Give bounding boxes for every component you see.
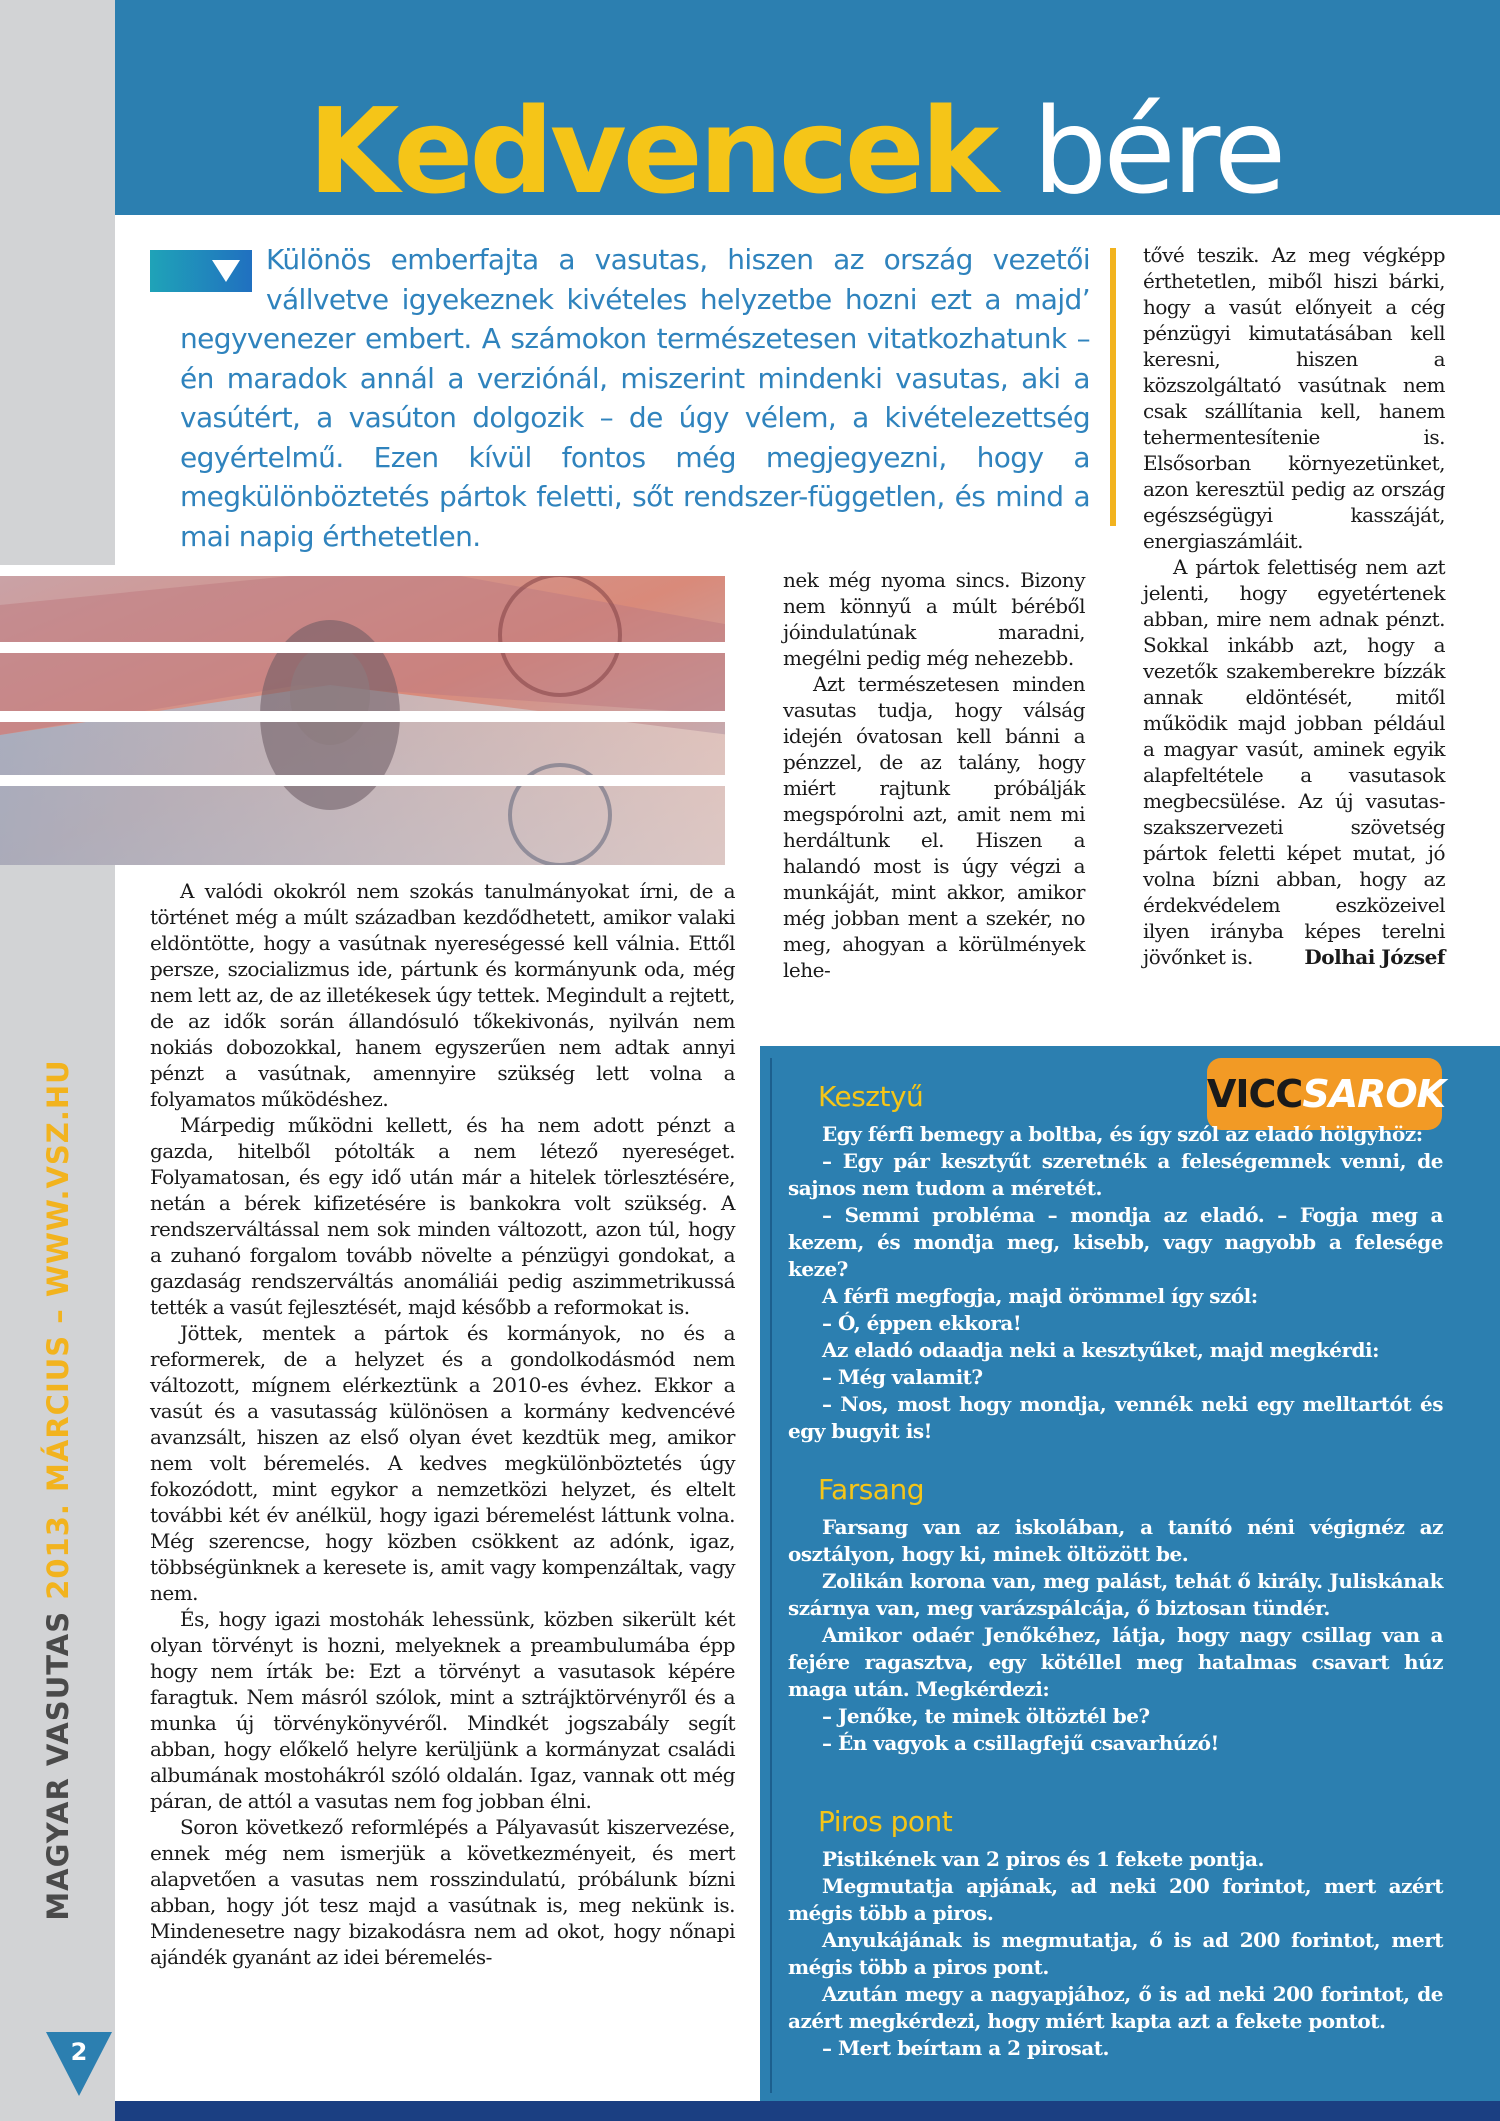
joke-line: – Nos, most hogy mondja, vennék neki egy melltartót és egy bugyit is! (788, 1392, 1443, 1443)
joke-line: Egy férfi bemegy a boltba, és így szól az eladó hölgyhöz: (822, 1122, 1423, 1146)
magazine-issue-line (41, 1059, 75, 1920)
joke-line: – Én vagyok a csillagfejű csavarhúzó! (822, 1731, 1219, 1755)
joke-line: Azután megy a nagyapjához, ő is ad neki 200 forintot, de azért megkérdezi, hogy miért kapta azt a fekete pontot. (788, 1982, 1443, 2033)
joke-line: – Ó, éppen ekkora! (822, 1311, 1022, 1335)
paragraph: tővé teszik. Az meg végképp érthetetlen, miből hiszi bárki, hogy a vasút előnyeit a cég pénzügyi kimutatásában kell keresni, hiszen a közszolgáltató vasútnak nem csak szállítania kell, hanem tehermentesítenie is. Elsősorban környezetünket, azon keresztül pedig az ország egészségügyi kasszáját, energiaszámláit. (1143, 243, 1445, 553)
banknotes-image (0, 565, 730, 865)
badge-word-1: VICC (1207, 1072, 1303, 1116)
paragraph: Márpedig működni kellett, és ha nem adott pénzt a gazda, hitelből pótolták a nem létező nyereséget. Folyamatosan, és egy idő után már a hitelek törlesztésére, netán a bérek kifizetésére is bankokra volt szükség. A rendszerváltással nem sok minden változott, azon túl, hogy a zuhanó forgalom tovább növelte a pénzügyi gondokat, a gazdaság rendszerváltás anomáliái pedig aszimmetrikussá tették a vasút fejlesztését, majd később a reformokat is. (150, 1113, 735, 1319)
joke-line: Megmutatja apjának, ad neki 200 forintot, mert azért mégis több a piros. (788, 1874, 1443, 1925)
joke-line: A férfi megfogja, majd örömmel így szól: (822, 1284, 1258, 1308)
paragraph: A pártok felettiség nem azt jelenti, hogy egyetértenek abban, mire nem adnak pénzt. Sokkal inkább azt, hogy a vezetők szakemberekre bízzák annak eldöntését, mitől működik majd jobban például a magyar vasút, aminek egyik alapfeltétele a vasutasok megbecsülése. Az új vasutas-szakszervezeti szövetség pártok feletti képet mutat, jó volna bízni abban, hogy az érdekvédelem eszközeivel ilyen irányba képes terelni jövőnket is. (1143, 555, 1445, 969)
article-lead: Különös emberfajta a vasutas, hiszen az ország vezetői vállvetve igyekeznek kivételes helyzetbe hozni ezt a majd’ negyvenezer embert. A számokon természetesen vitatkozhatunk – én maradok annál a verziónál, miszerint mindenki vasutas, aki a vasútért, a vasúton dolgozik – de úgy vélem, a kivételezettség egyértelmű. Ezen kívül fontos még megjegyezni, hogy a megkülönböztetés pártok feletti, sőt rendszer-független, és mind a mai napig érthetetlen. (180, 243, 1090, 553)
joke-line: Farsang van az iskolában, a tanító néni végignéz az osztályon, hogy ki, minek öltözött be. (788, 1515, 1443, 1566)
article-column-2 (783, 567, 1085, 983)
paragraph: És, hogy igazi mostohák lehessünk, közben sikerült két olyan törvényt is hozni, melyeknek a preambulumába épp hogy nem írták be: Ezt a törvényt a vasutasok képére faragtuk. Nem másról szólok, mint a sztrájktörvényről és a munka új törvénykönyvéről. Mindkét jogszabály segít abban, hogy előkelő helyre kerüljünk a kormányzat családi albumának mostohákról szóló oldalán. Igaz, vannak ott még páran, de attól a vasutas nem fog jobban élni. (150, 1607, 735, 1813)
joke-title: Farsang (818, 1473, 924, 1506)
author-name: Dolhai József (1304, 945, 1445, 969)
joke-kesztyu (788, 1080, 1443, 1445)
joke-title: Kesztyű (818, 1080, 924, 1113)
joke-line: – Jenőke, te minek öltöztél be? (822, 1704, 1150, 1728)
paragraph: Azt természetesen minden vasutas tudja, hogy válság idején óvatosan kell bánni a pénzzel, de az talány, hogy miért rajtunk próbálják megspórolni azt, amit nem mi herdáltunk el. Hiszen a halandó most is úgy végzi a munkáját, mint akkor, amikor még jobban ment a szekér, no meg, ahogyan a körülmények lehe- (783, 672, 1085, 982)
joke-line: Amikor odaér Jenőkéhez, látja, hogy nagy csillag van a fejére ragasztva, egy kötéllel meg hatalmas csavart húz maga után. Megkérdezi: (788, 1623, 1443, 1701)
yellow-divider (1110, 248, 1116, 526)
banknotes-photo (0, 565, 730, 865)
joke-line: Zolikán korona van, meg palást, tehát ő király. Juliskának szárnya van, meg varázspálcája, ő biztosan tündér. (788, 1569, 1443, 1620)
joke-farsang (788, 1473, 1443, 1757)
joke-line: Anyukájának is megmutatja, ő is ad 200 forintot, mert mégis több a piros pont. (788, 1928, 1443, 1979)
title-word-1: Kedvencek (308, 82, 996, 220)
badge-word-2: SAROK (1302, 1072, 1446, 1116)
joke-line: Az eladó odaadja neki a kesztyűket, majd megkérdi: (822, 1338, 1380, 1362)
article-title (308, 82, 1283, 220)
paragraph: Jöttek, mentek a pártok és kormányok, no és a reformerek, de a helyzet és a gondolkodásmód nem változott, mígnem elérkeztünk a 2010-es évhez. Ekkor a vasút és a vasutasság különösen a kormány kedvencévé avanzsált, hiszen az első olyan évet kezdtük meg, amikor nem volt béremelés. A kedves megkülönböztetés úgy fokozódott, mint egykor a nemzetközi helyzet, és eltelt további két év anélkül, hogy igazi béremelést láttunk volna. Még szerencse, hogy közben csökkent az adónk, igaz, többségünknek a keresete is, amit vagy kompenzáltak, vagy nem. (150, 1321, 735, 1605)
article-column-1 (150, 878, 735, 1970)
joke-line: – Egy pár kesztyűt szeretnék a feleségemnek venni, de sajnos nem tudom a méretét. (788, 1149, 1443, 1200)
joke-line: – Semmi probléma – mondja az eladó. – Fogja meg a kezem, és mondja meg, kisebb, vagy nagyobb a felesége keze? (788, 1203, 1443, 1281)
issue-date-url: 2013. MÁRCIUS – WWW.VSZ.HU (41, 1059, 75, 1600)
magazine-name: MAGYAR VASUTAS (41, 1599, 75, 1921)
joke-line: Pistikének van 2 piros és 1 fekete pontja. (822, 1847, 1264, 1871)
paragraph: A valódi okokról nem szokás tanulmányokat írni, de a történet még a múlt században kezdődhetett, amikor valaki eldöntötte, hogy a vasútnak nyereségessé kell válnia. Ettől persze, szocializmus ide, pártunk és kormányunk oda, még nem lett az, de az illetékesek úgy tettek. Megindult a rejtett, de az idők során állandósuló tőkekivonás, nyilván nem nokiás dobozokkal, hanem egyszerűen nem adtak annyi pénzt a vasútnak, amennyire szükség lett volna a folyamatos működéshez. (150, 879, 735, 1111)
joke-line: – Még valamit? (822, 1365, 983, 1389)
title-word-2: bére (1032, 82, 1283, 220)
sidebar (0, 0, 115, 2121)
paragraph: Soron következő reformlépés a Pályavasút kiszervezése, ennek még nem ismerjük a következményeit, és mert alapvetően a vasutas nem rosszindulatú, próbálunk bízni abban, hogy jót tesz majd a vasútnak is, meg nekünk is. Mindenesetre nagy bizakodásra nem ad okot, hogy nőnapi ajándék gyanánt az idei béremelés- (150, 1815, 735, 1969)
paragraph: nek még nyoma sincs. Bizony nem könnyű a múlt béréből jóindulatúnak maradni, megélni pedig még nehezebb. (783, 568, 1085, 670)
joke-line: – Mert beírtam a 2 pirosat. (822, 2036, 1109, 2060)
joke-piros-pont (788, 1805, 1443, 2062)
article-column-3 (1143, 242, 1445, 970)
page-number: 2 (70, 2038, 88, 2066)
joke-title: Piros pont (818, 1805, 953, 1838)
bottom-bar (115, 2101, 1500, 2121)
